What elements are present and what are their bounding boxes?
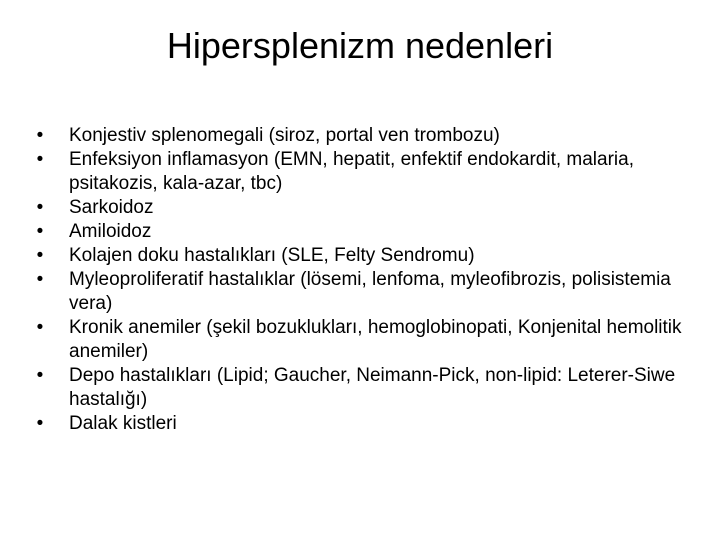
list-item-text: Enfeksiyon inflamasyon (EMN, hepatit, enfektif endokardit, malaria, psitakozis, kala-azar, tbc)	[69, 149, 634, 194]
slide-title: Hipersplenizm nedenleri	[166, 25, 554, 66]
bullet-icon: •	[36, 269, 44, 290]
bullet-icon: •	[36, 125, 44, 146]
list-item-text: Kolajen doku hastalıkları (SLE, Felty Sendromu)	[69, 245, 475, 266]
list-item	[30, 196, 710, 220]
list-item-text: Amiloidoz	[69, 221, 152, 242]
bullet-icon: •	[36, 245, 44, 266]
list-item-text: Depo hastalıkları (Lipid; Gaucher, Neimann-Pick, non-lipid: Leterer-Siwe hastalığı)	[69, 365, 676, 410]
list-item	[30, 412, 710, 436]
list-item	[30, 244, 710, 268]
list-item	[30, 364, 710, 412]
bullet-icon: •	[36, 221, 44, 242]
bullet-icon: •	[36, 365, 44, 386]
bullet-icon: •	[36, 317, 44, 338]
list-item-text: Myleoproliferatif hastalıklar (lösemi, lenfoma, myleofibrozis, polisistemia vera)	[69, 269, 671, 314]
list-item-text: Konjestiv splenomegali (siroz, portal ven trombozu)	[69, 125, 500, 146]
list-item-text: Dalak kistleri	[69, 413, 177, 434]
bullet-icon: •	[36, 413, 44, 434]
list-item	[30, 316, 710, 364]
list-item-text: Sarkoidoz	[69, 197, 154, 218]
bullet-icon: •	[36, 149, 44, 170]
list-item-text: Kronik anemiler (şekil bozuklukları, hemoglobinopati, Konjenital hemolitik anemiler)	[69, 317, 682, 362]
list-item	[30, 220, 710, 244]
list-item	[30, 148, 710, 196]
list-item	[30, 124, 710, 148]
list-item	[30, 268, 710, 316]
bullet-list	[30, 124, 710, 436]
bullet-icon: •	[36, 197, 44, 218]
